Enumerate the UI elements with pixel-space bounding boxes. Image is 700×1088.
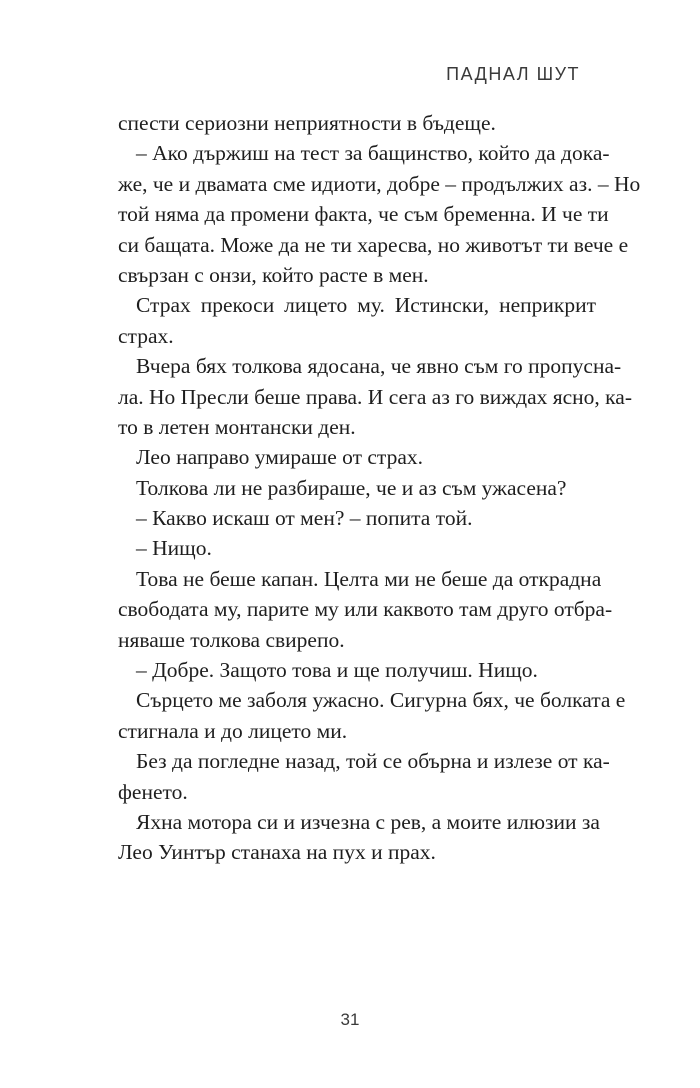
body-text <box>118 108 641 868</box>
text-line: ла. Но Пресли беше права. И сега аз го виждах ясно, ка- <box>118 384 632 409</box>
text-line: си бащата. Може да не ти харесва, но животът ти вече е <box>118 232 629 257</box>
text-line: няваше толкова свирепо. <box>118 627 345 652</box>
text-line: Страх прекоси лицето му. Истински, неприкрит <box>136 293 596 318</box>
text-line: – Нищо. <box>136 536 212 561</box>
text-line: Сърцето ме заболя ужасно. Сигурна бях, че болката е <box>136 688 626 713</box>
text-line: свързан с онзи, който расте в мен. <box>118 262 429 287</box>
text-line: Без да погледне назад, той се обърна и излезе от ка- <box>136 749 610 774</box>
text-line: же, че и двамата сме идиоти, добре – продължих аз. – Но <box>118 171 641 196</box>
text-line: свободата му, парите му или каквото там друго отбра- <box>118 597 613 622</box>
text-line: – Какво искаш от мен? – попита той. <box>136 506 473 531</box>
text-line: той няма да промени факта, че съм бременна. И че ти <box>118 202 609 227</box>
text-line: Вчера бях толкова ядосана, че явно съм го пропусна- <box>136 354 622 379</box>
text-line: фенето. <box>118 779 188 804</box>
text-line: Толкова ли не разбираше, че и аз съм ужасена? <box>136 475 567 500</box>
text-line: Яхна мотора си и изчезна с рев, а моите илюзии за <box>136 809 600 834</box>
text-line: страх. <box>118 323 174 348</box>
running-head: ПАДНАЛ ШУТ <box>446 64 580 84</box>
text-line: стигнала и до лицето ми. <box>118 718 348 743</box>
text-line: Лео Уинтър станаха на пух и прах. <box>118 840 436 865</box>
page-number: 31 <box>340 1010 360 1029</box>
text-line: Това не беше капан. Целта ми не беше да открадна <box>136 566 602 591</box>
text-line: Лео направо умираше от страх. <box>136 445 423 470</box>
text-line: – Добре. Защото това и ще получиш. Нищо. <box>136 658 538 683</box>
text-line: спести сериозни неприятности в бъдеще. <box>118 111 496 135</box>
text-line: – Ако държиш на тест за бащинство, който да дока- <box>136 141 610 166</box>
text-line: то в летен монтански ден. <box>118 414 356 439</box>
